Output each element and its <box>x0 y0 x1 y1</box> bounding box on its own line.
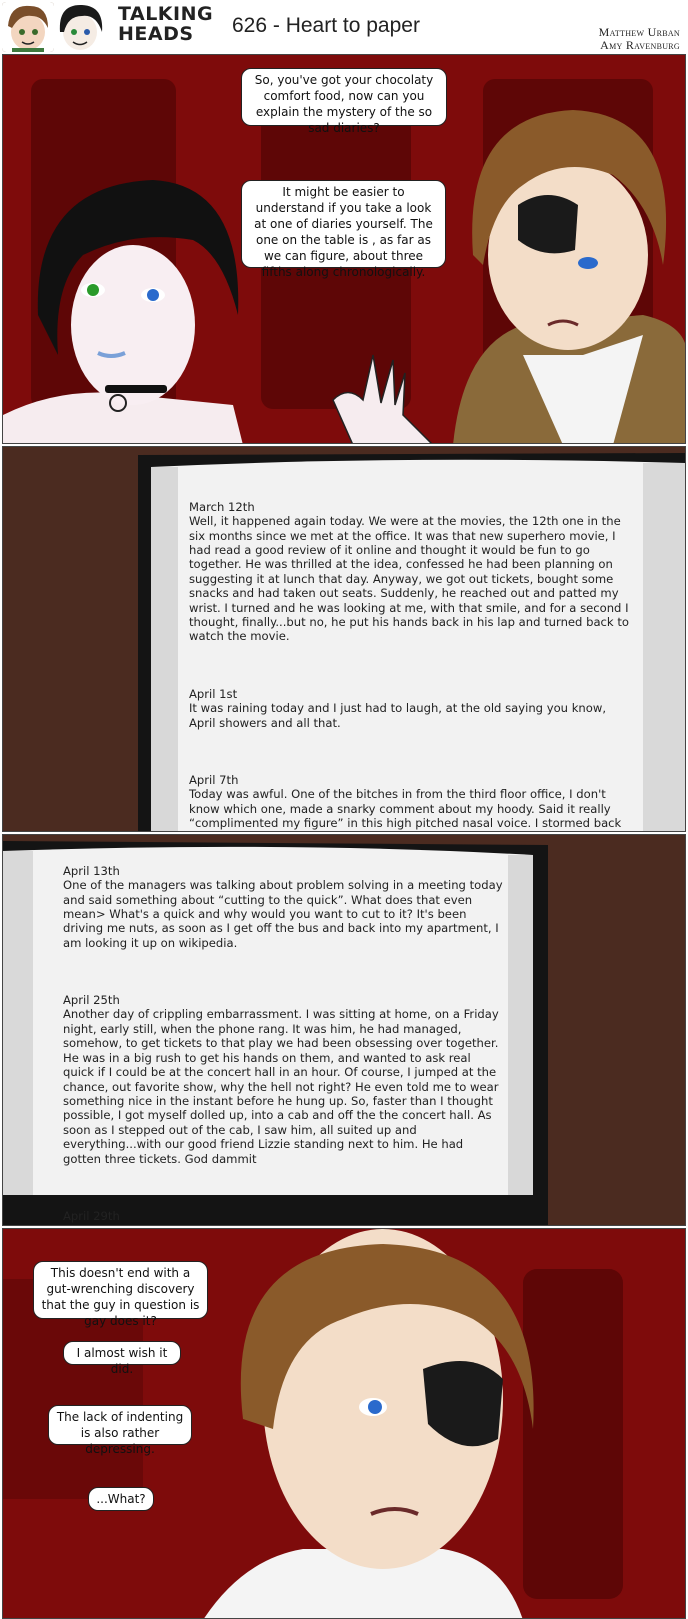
series-logo <box>118 4 213 44</box>
diary-entry-date: March 12th <box>189 499 255 514</box>
diary-page-april <box>63 835 507 1226</box>
author-1: Matthew Urban <box>598 25 680 39</box>
diary-entry <box>63 863 507 950</box>
diary-entry <box>189 687 629 730</box>
logo-line-1: TALKING <box>118 3 214 25</box>
author-credits <box>599 26 680 52</box>
diary-entry-text: One of the managers was talking about problem solving in a meeting today and said something about “cutting to the quick”. What does that even mean> What's a quick and why would you want to cut to it? It's been driving me nuts, as soon as I get off the bus and back into my apartment, I am looking it up on wikipedia. <box>63 878 507 950</box>
speech-bubble-4: ...What? <box>88 1487 154 1511</box>
female-host-avatar <box>54 2 106 52</box>
speech-bubble-1: This doesn't end with a gut-wrenching discovery that the guy in question is gay does it? <box>33 1261 208 1319</box>
diary-entry-text <box>63 1223 456 1226</box>
diary-entry-text: It was raining today and I just had to laugh, at the old saying you know, April showers and all that. <box>189 701 610 730</box>
episode-title: 626 - Heart to paper <box>232 14 420 37</box>
speech-bubble-3: The lack of indenting is also rather depressing. <box>48 1405 192 1445</box>
comic-panel-1 <box>2 54 686 444</box>
speech-bubble-man: So, you've got your chocolaty comfort food, now can you explain the mystery of the so sad diaries? <box>241 68 447 126</box>
diary-entry-date: April 13th <box>63 863 120 878</box>
diary-entry-text: Today was awful. One of the bitches in from the third floor office, I don't know which one, made a snarky comment about my hoody. Said it really “complimented my figure” in this high pitched nasal voice. I stormed back <box>189 787 622 830</box>
author-2: Amy Ravenburg <box>600 38 680 52</box>
male-host-avatar <box>2 2 54 52</box>
comic-header <box>0 0 688 54</box>
diary-entry-date: April 29th <box>63 1208 120 1223</box>
comic-panel-3 <box>2 834 686 1226</box>
speech-bubble-woman: It might be easier to understand if you take a look at one of diaries yourself. The one on the table is , as far as we can figure, about three fifths along chronologically. <box>241 180 446 268</box>
diary-entry-date: April 1st <box>189 686 238 701</box>
logo-line-2: HEADS <box>118 23 194 45</box>
diary-entry <box>63 993 503 1166</box>
diary-entry <box>63 1209 503 1226</box>
diary-entry-date: April 25th <box>63 993 120 1008</box>
comic-panel-4 <box>2 1228 686 1619</box>
diary-entry-date: April 7th <box>189 772 239 787</box>
comic-panel-2 <box>2 446 686 832</box>
diary-page-march-april <box>189 471 633 832</box>
diary-entry <box>189 773 629 832</box>
diary-entry-text: Another day of crippling embarrassment. I was sitting at home, on a Friday night, early still, when the phone rang. It was him, he had managed, somehow, to get tickets to that play we had been obsessing over together. He was in a big rush to get his hands on them, and wanted to ask real quick if I could be at the concert hall in an hour. Of course, I jumped at the chance, out favorite show, why the hell not right? He even told me to wear something nice in the instant before he hung up. So, faster than I thought possible, I got myself dolled up, into a cab and off the the concert hall. As soon as I stepped out of the cab, I saw him, all suited up and everything...with our good friend Lizzie standing next to him. He had gotten three tickets. God dammit <box>63 1007 503 1166</box>
speech-bubble-2: I almost wish it did. <box>63 1341 181 1365</box>
diary-entry <box>189 499 633 644</box>
diary-entry-text: Well, it happened again today. We were at the movies, the 12th one in the six months since we met at the office. It was that new superhero movie, I had read a good review of it online and thought it would be fun to go together. He was thrilled at the idea, confessed he had been planning on suggesting it at lunch that day. Anyway, we got out tickets, bought some snacks and had taken out seats. Suddenly, he reached out and patted my wrist. I turned and he was looking at me, with that smile, and for a second I thought, finally...but no, he put his hands back in his lap and turned back to watch the movie. <box>189 514 633 644</box>
